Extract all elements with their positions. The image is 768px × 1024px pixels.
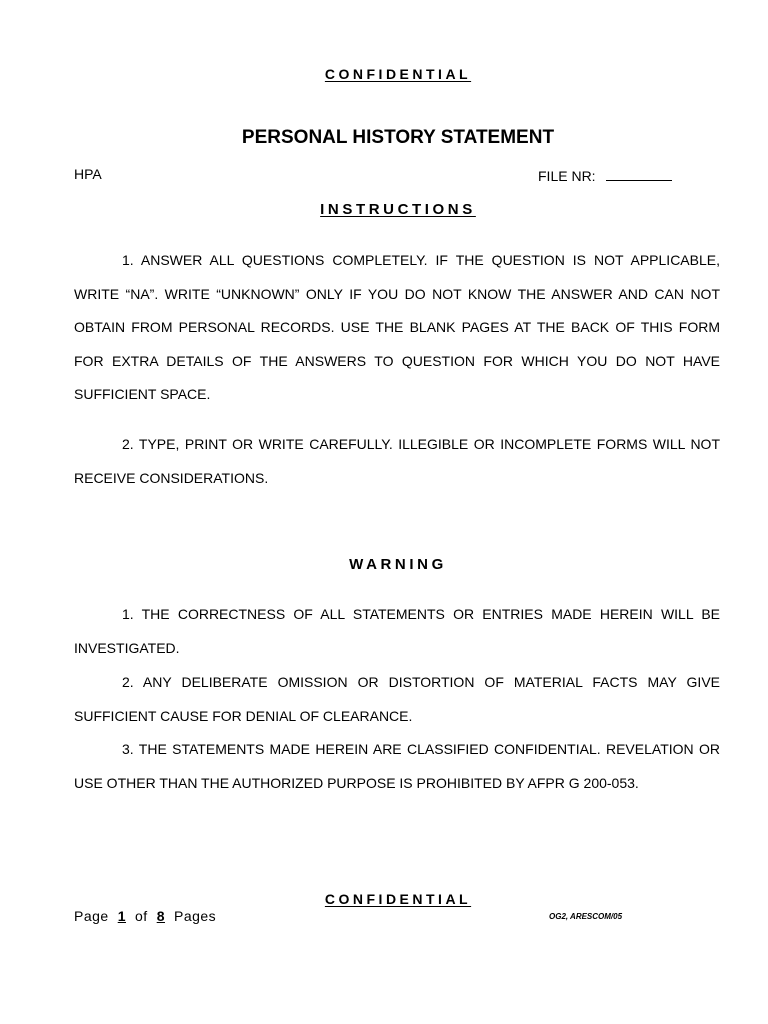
instructions-heading-text: INSTRUCTIONS <box>320 201 476 218</box>
hpa-label: HPA <box>74 166 102 182</box>
warning-item-2: 2. ANY DELIBERATE OMISSION OR DISTORTION OF MATERIAL FACTS MAY GIVE SUFFICIENT CAUSE FOR DENIAL OF CLEARANCE. <box>74 674 720 724</box>
instructions-heading <box>0 201 768 218</box>
file-number-blank-line <box>606 166 672 181</box>
form-code: OG2, ARESCOM/05 <box>549 912 623 921</box>
file-number-field <box>538 166 672 184</box>
of-label: of <box>135 908 148 924</box>
confidential-footer-marking: CONFIDENTIAL <box>324 891 472 907</box>
page-indicator <box>74 908 216 924</box>
instruction-item-1: 1. ANSWER ALL QUESTIONS COMPLETELY. IF THE QUESTION IS NOT APPLICABLE, WRITE “NA”. WRITE “UNKNOWN” ONLY IF YOU DO NOT KNOW THE ANSWER AND CAN NOT OBTAIN FROM PERSONAL RECORDS. USE THE BLANK PAGES AT THE BACK OF THIS FORM FOR EXTRA DETAILS OF THE ANSWERS TO QUESTION FOR WHICH YOU DO NOT HAVE SUFFICIENT SPACE. <box>74 252 720 402</box>
total-pages-number: 8 <box>156 908 165 924</box>
warning-item-1: 1. THE CORRECTNESS OF ALL STATEMENTS OR ENTRIES MADE HEREIN WILL BE INVESTIGATED. <box>74 606 720 656</box>
confidential-header-marking: CONFIDENTIAL <box>324 66 472 82</box>
file-number-label: FILE NR: <box>538 168 596 184</box>
document-title: PERSONAL HISTORY STATEMENT <box>241 127 555 148</box>
page-label: Page <box>74 908 109 924</box>
instruction-item-2: 2. TYPE, PRINT OR WRITE CAREFULLY. ILLEGIBLE OR INCOMPLETE FORMS WILL NOT RECEIVE CONSIDERATIONS. <box>74 436 720 486</box>
pages-label: Pages <box>173 908 217 924</box>
warning-heading: WARNING <box>349 556 447 573</box>
current-page-number: 1 <box>117 908 126 924</box>
warning-item-3: 3. THE STATEMENTS MADE HEREIN ARE CLASSIFIED CONFIDENTIAL. REVELATION OR USE OTHER THAN THE AUTHORIZED PURPOSE IS PROHIBITED BY AFPR G 200-053. <box>74 741 720 791</box>
